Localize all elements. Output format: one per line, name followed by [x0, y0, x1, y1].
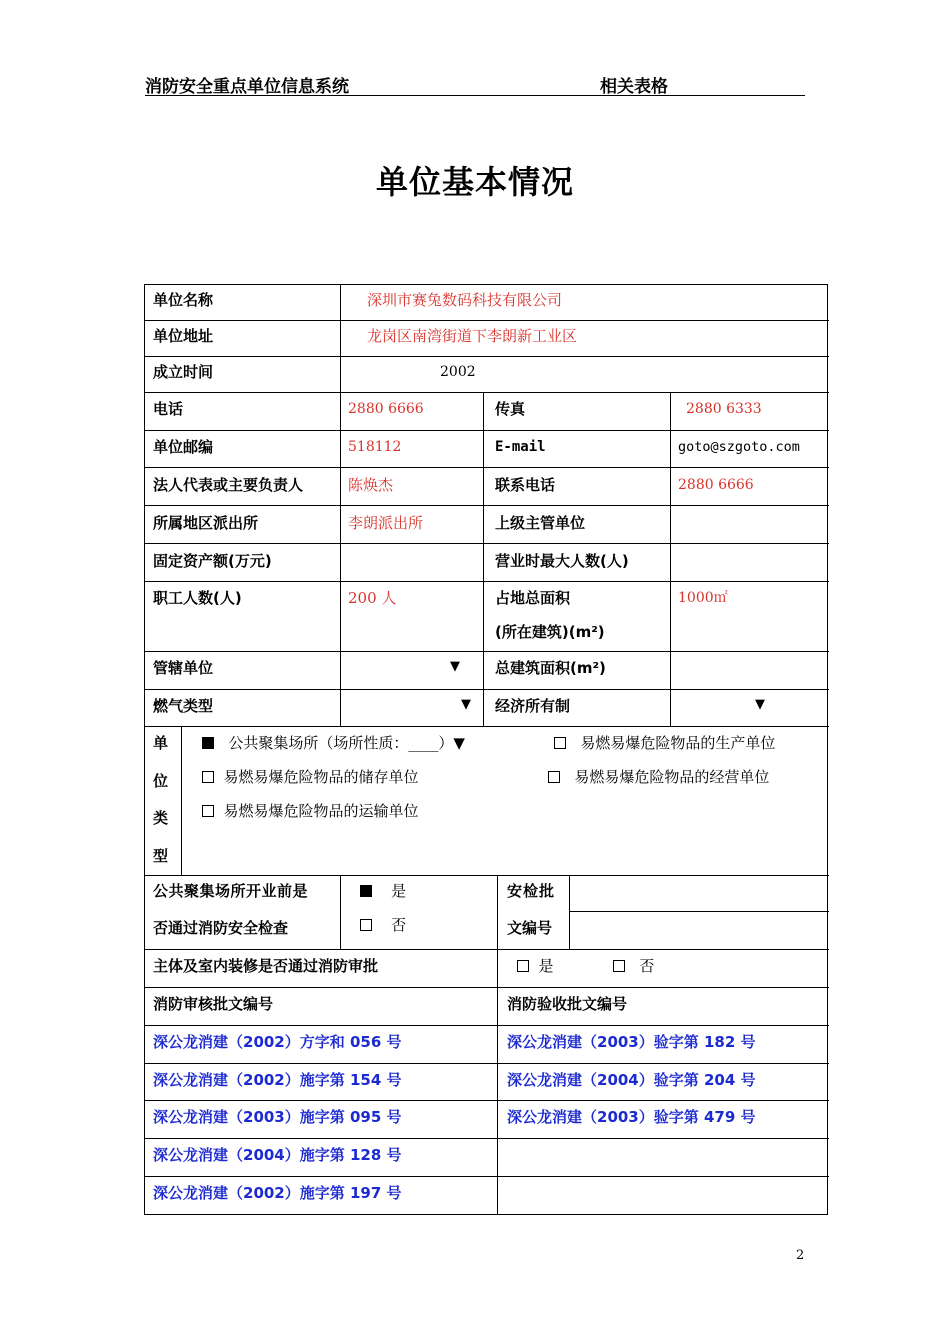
value-police[interactable]: 李朗派出所	[348, 514, 424, 532]
unit-type-option[interactable]	[548, 767, 769, 787]
section-name: 相关表格	[600, 77, 668, 97]
value-email[interactable]: goto@szgoto.com	[678, 439, 800, 455]
checkbox-checked-icon[interactable]	[202, 737, 214, 749]
decoration-option-yes[interactable]	[517, 956, 554, 976]
audit-number[interactable]: 深公龙消建（2002）施字第 154 号	[153, 1071, 402, 1089]
label-postcode: 单位邮编	[153, 438, 214, 456]
unit-type-label: 公共聚集场所（场所性质：____）▼	[228, 734, 465, 752]
checkbox-icon[interactable]	[202, 771, 214, 783]
checkbox-checked-icon[interactable]	[360, 885, 372, 897]
label-max-people: 营业时最大人数(人)	[495, 552, 629, 570]
running-header	[145, 70, 805, 96]
audit-number[interactable]: 深公龙消建（2002）施字第 197 号	[153, 1184, 402, 1202]
value-contact-phone[interactable]: 2880 6666	[678, 477, 754, 493]
label-unit-address: 单位地址	[153, 327, 214, 345]
label-unit-type-2: 位	[153, 772, 169, 790]
label-founded: 成立时间	[153, 363, 214, 381]
option-label: 否	[639, 957, 655, 975]
jurisdiction-dropdown-icon[interactable]: ▼	[450, 659, 460, 674]
label-phone: 电话	[153, 400, 184, 418]
audit-number[interactable]: 深公龙消建（2003）施字第 095 号	[153, 1108, 402, 1126]
label-unit-type-3: 类	[153, 809, 169, 827]
inspect-option-yes[interactable]	[360, 881, 406, 901]
system-name: 消防安全重点单位信息系统	[145, 77, 349, 97]
unit-type-label: 易燃易爆危险物品的运输单位	[223, 802, 419, 820]
label-unit-type-1: 单	[153, 734, 169, 752]
label-approval-no-1: 安检批	[507, 882, 556, 900]
label-decoration: 主体及室内装修是否通过消防审批	[153, 957, 379, 975]
label-unit-type-4: 型	[153, 847, 169, 865]
value-postcode[interactable]: 518112	[348, 439, 402, 455]
label-audit-no: 消防审核批文编号	[153, 995, 274, 1013]
accept-number[interactable]: 深公龙消建（2003）验字第 182 号	[507, 1033, 756, 1051]
checkbox-icon[interactable]	[554, 737, 566, 749]
label-inspect-2: 否通过消防安全检查	[153, 919, 289, 937]
label-inspect-1: 公共聚集场所开业前是	[153, 882, 309, 900]
label-legal-rep: 法人代表或主要负责人	[153, 476, 304, 494]
value-phone[interactable]: 2880 6666	[348, 401, 424, 417]
checkbox-icon[interactable]	[517, 960, 529, 972]
checkbox-icon[interactable]	[548, 771, 560, 783]
option-label: 是	[391, 882, 407, 900]
value-unit-address[interactable]: 龙岗区南湾街道下李朗新工业区	[367, 327, 578, 345]
accept-number[interactable]: 深公龙消建（2004）验字第 204 号	[507, 1071, 756, 1089]
label-staff: 职工人数(人)	[153, 589, 242, 607]
info-table	[144, 284, 828, 1215]
audit-number[interactable]: 深公龙消建（2004）施字第 128 号	[153, 1146, 402, 1164]
value-founded[interactable]: 2002	[440, 364, 476, 380]
label-assets: 固定资产额(万元)	[153, 552, 272, 570]
checkbox-icon[interactable]	[613, 960, 625, 972]
value-land-area[interactable]: 1000㎡	[678, 590, 728, 606]
unit-type-option[interactable]	[554, 733, 775, 753]
label-ownership: 经济所有制	[495, 697, 571, 715]
label-accept-no: 消防验收批文编号	[507, 995, 628, 1013]
decoration-option-no[interactable]	[613, 956, 654, 976]
option-label: 是	[538, 957, 554, 975]
inspect-option-no[interactable]	[360, 915, 406, 935]
label-approval-no-2: 文编号	[507, 919, 553, 937]
unit-type-label: 易燃易爆危险物品的生产单位	[580, 734, 776, 752]
label-land-area-1: 占地总面积	[495, 589, 571, 607]
unit-type-option[interactable]	[202, 767, 419, 787]
label-gas-type: 燃气类型	[153, 697, 214, 715]
label-jurisdiction: 管辖单位	[153, 659, 214, 677]
unit-type-label: 易燃易爆危险物品的经营单位	[574, 768, 770, 786]
ownership-dropdown-icon[interactable]: ▼	[755, 697, 765, 712]
page-title: 单位基本情况	[375, 163, 574, 201]
checkbox-icon[interactable]	[360, 919, 372, 931]
value-staff[interactable]: 200 人	[348, 589, 397, 607]
value-fax[interactable]: 2880 6333	[686, 401, 762, 417]
value-unit-name[interactable]: 深圳市赛兔数码科技有限公司	[367, 291, 563, 309]
label-build-area: 总建筑面积(m²)	[495, 659, 606, 677]
label-contact-phone: 联系电话	[495, 476, 556, 494]
unit-type-label: 易燃易爆危险物品的储存单位	[223, 768, 419, 786]
unit-type-option[interactable]	[202, 801, 419, 821]
label-police: 所属地区派出所	[153, 514, 259, 532]
accept-number[interactable]: 深公龙消建（2003）验字第 479 号	[507, 1108, 756, 1126]
gas-type-dropdown-icon[interactable]: ▼	[461, 697, 471, 712]
label-unit-name: 单位名称	[153, 291, 214, 309]
unit-type-option[interactable]	[202, 733, 465, 753]
value-legal-rep[interactable]: 陈焕杰	[348, 476, 394, 494]
label-superior: 上级主管单位	[495, 514, 586, 532]
label-fax: 传真	[495, 400, 526, 418]
label-land-area-2: (所在建筑)(m²)	[495, 623, 605, 641]
audit-number[interactable]: 深公龙消建（2002）方字和 056 号	[153, 1033, 402, 1051]
option-label: 否	[391, 916, 407, 934]
label-email: E-mail	[495, 439, 546, 455]
page-number: 2	[796, 1248, 805, 1263]
checkbox-icon[interactable]	[202, 805, 214, 817]
